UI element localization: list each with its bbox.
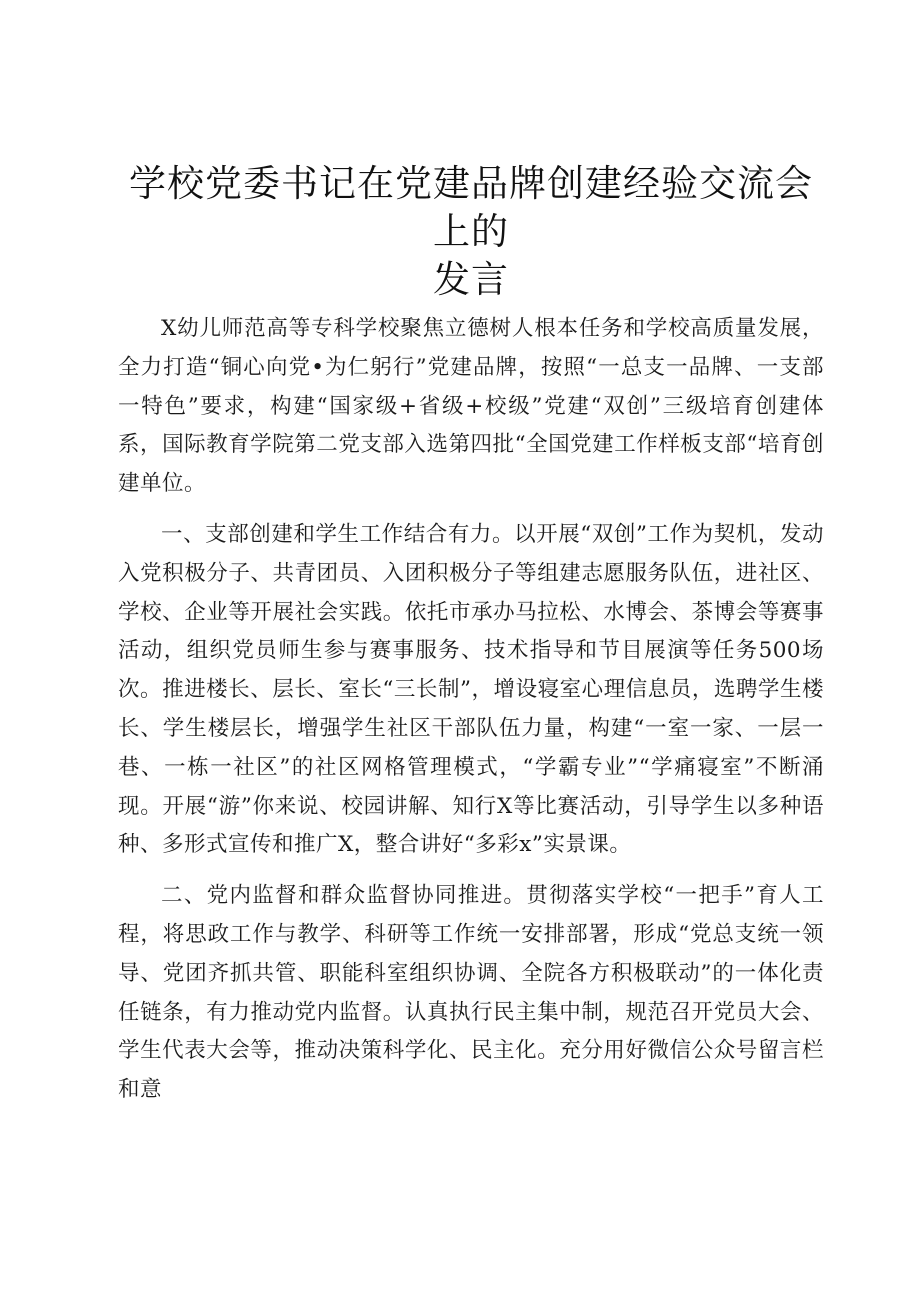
title-line-2: 发言 bbox=[433, 258, 509, 301]
document-body bbox=[118, 310, 824, 1110]
section-2-heading: 二、党内监督和群众监督协同推进。 bbox=[161, 883, 527, 909]
section-1-body: 以开展“双创”工作为契机，发动入党积极分子、共青团员、入团积极分子等组建志愿服务队伍，进社区、学校、企业等开展社会实践。依托市承办马拉松、水博会、茶博会等赛事活动，组织党员师生参与赛事服务、技术指导和节目展演等任务500场次。推进楼长、层长、室长“三长制”，增设寝室心理信息员，选聘学生楼长、学生楼层长，增强学生社区干部队伍力量，构建“一室一家、一层一巷、一栋一社区”的社区网格管理模式，“学霸专业”“学痛寝室”不断涌现。开展“游”你来说、校园讲解、知行X等比赛活动，引导学生以多种语种、多形式宣传和推广X，整合讲好“多彩x”实景课。 bbox=[118, 521, 824, 858]
title-line-1: 学校党委书记在党建品牌创建经验交流会上的 bbox=[129, 162, 813, 253]
section-1-heading: 一、支部创建和学生工作结合有力。 bbox=[161, 521, 515, 547]
intro-paragraph: X幼儿师范高等专科学校聚焦立德树人根本任务和学校高质量发展，全力打造“铜心向党•为仁躬行”党建品牌，按照“一总支一品牌、一支部一特色”要求，构建“国家级+省级+校级”党建“双创”三级培育创建体系，国际教育学院第二党支部入选第四批“全国党建工作样板支部“培育创建单位。 bbox=[118, 316, 824, 497]
section-2-body: 贯彻落实学校“一把手”育人工程，将思政工作与教学、科研等工作统一安排部署，形成“党总支统一领导、党团齐抓共管、职能科室组织协调、全院各方积极联动”的一体化责任链条，有力推动党内监督。认真执行民主集中制，规范召开党员大会、学生代表大会等，推动决策科学化、民主化。充分用好微信公众号留言栏和意 bbox=[118, 883, 824, 1103]
section-2-paragraph bbox=[118, 877, 824, 1110]
document-title bbox=[118, 160, 824, 304]
section-1-paragraph bbox=[118, 516, 824, 865]
